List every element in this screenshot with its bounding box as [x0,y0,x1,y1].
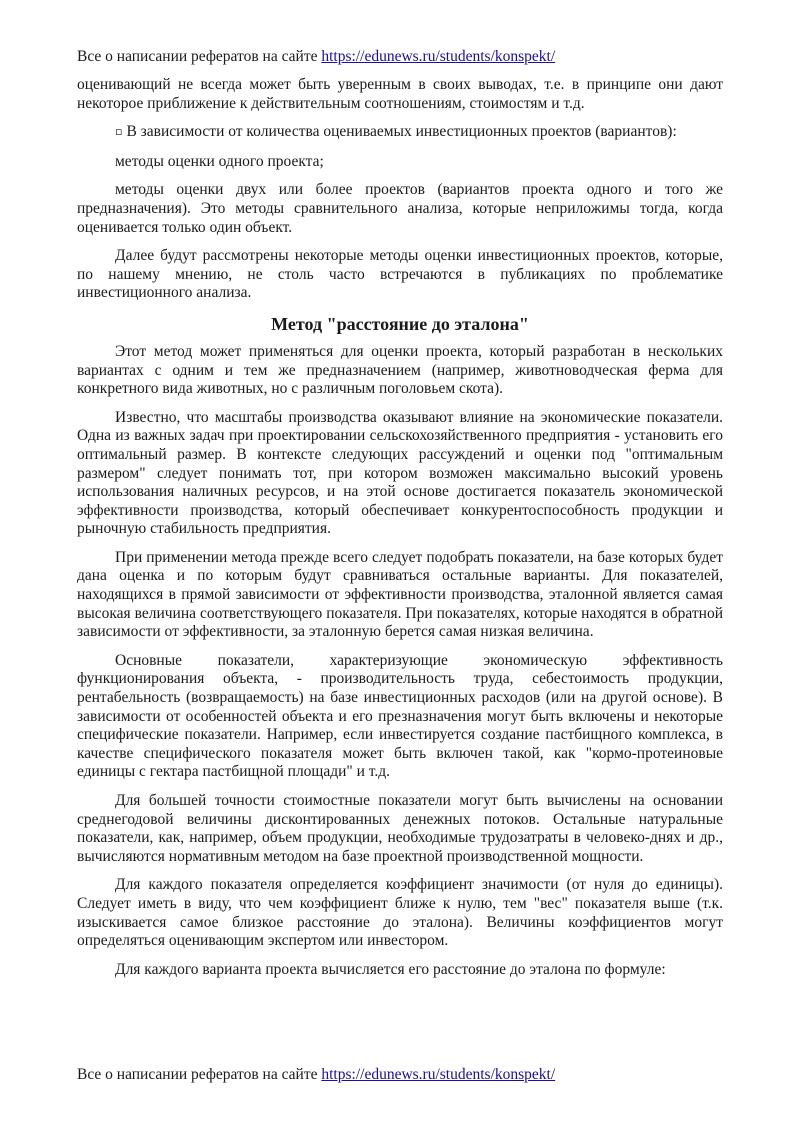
paragraph: оценивающий не всегда может быть уверенным в своих выводах, т.е. в принципе они дают некоторое приближение к действительным соотношениям, стоимостям и т.д. [77,76,723,112]
paragraph: Известно, что масштабы производства оказывают влияние на экономические показатели. Одна из важных задач при проектировании сельскохозяйственного предприятия - установить его оптимальный размер. В контексте следующих рассуждений и оценки под "оптимальным размером" следует понимать тот, при котором возможен максимально высокий уровень использования наличных ресурсов, и на этой основе достигается показатель экономической эффективности производства, который обеспечивает конкурентоспособность продукции и рыночную стабильность предприятия. [77,408,723,538]
bullet-square-icon: ▫ [115,125,123,139]
paragraph: Для большей точности стоимостные показатели могут быть вычислены на основании среднегодовой величины дисконтированных денежных потоков. Остальные натуральные показатели, как, например, объем продукции, необходимые трудозатраты в человеко-днях и др., вычисляются нормативным методом на базе проектной производственной мощности. [77,792,723,865]
document-body [77,76,723,989]
paragraph: Для каждого варианта проекта вычисляется его расстояние до эталона по формуле: [115,960,666,978]
page-footer [77,1066,727,1085]
header-link[interactable]: https://edunews.ru/students/konspekt/ [321,48,556,65]
paragraph: методы оценки одного проекта; [115,152,324,170]
footer-link[interactable]: https://edunews.ru/students/konspekt/ [321,1066,556,1083]
footer-text: Все о написании рефератов на сайте [77,1066,322,1083]
paragraph: Далее будут рассмотрены некоторые методы оценки инвестиционных проектов, которые, по нашему мнению, не столь часто встречаются в публикациях по проблематике инвестиционного анализа. [77,247,723,302]
paragraph: Основные показатели, характеризующие экономическую эффективность функционирования объекта, - производительность труда, себестоимость продукции, рентабельность (возвращаемость) на базе инвестиционных расходов (или на другой основе). В зависимости от особенностей объекта и его презназначения могут быть включены и некоторые специфические показатели. Например, если инвестируется создание пастбищного комплекса, в качестве специфического показателя может быть включен такой, как "кормо-протеиновые единицы с гектара пастбищной площади" и т.д. [77,651,723,781]
header-text: Все о написании рефератов на сайте [77,48,322,65]
page-header [77,48,727,67]
bullet-text: В зависимости от количества оцениваемых инвестиционных проектов (вариантов): [126,123,677,141]
paragraph: методы оценки двух или более проектов (вариантов проекта одного и того же предназначения). Это методы сравнительного анализа, которые неприложимы тогда, когда оценивается только один объект. [77,181,723,236]
paragraph: При применении метода прежде всего следует подобрать показатели, на базе которых будет дана оценка и по которым будут сравниваться остальные варианты. Для показателей, находящихся в прямой зависимости от эффективности производства, эталонной является самая высокая величина соответствующего показателя. При показателях, которые находятся в обратной зависимости от эффективности, за эталонную берется самая низкая величина. [77,548,723,641]
paragraph: Этот метод может применяться для оценки проекта, который разработан в нескольких вариантах с одним и тем же предназначением (например, животноводческая ферма для конкретного вида животных, но с различным поголовьем скота). [77,342,723,398]
paragraph: Для каждого показателя определяется коэффициент значимости (от нуля до единицы). Следует иметь в виду, что чем коэффициент ближе к нулю, тем "вес" показателя выше (т.к. изыскивается самое близкое расстояние до эталона). Величины коэффициентов могут определяться оценивающим экспертом или инвестором. [77,876,723,950]
bullet-item [77,123,723,143]
section-heading: Метод "расстояние до эталона" [271,313,529,334]
